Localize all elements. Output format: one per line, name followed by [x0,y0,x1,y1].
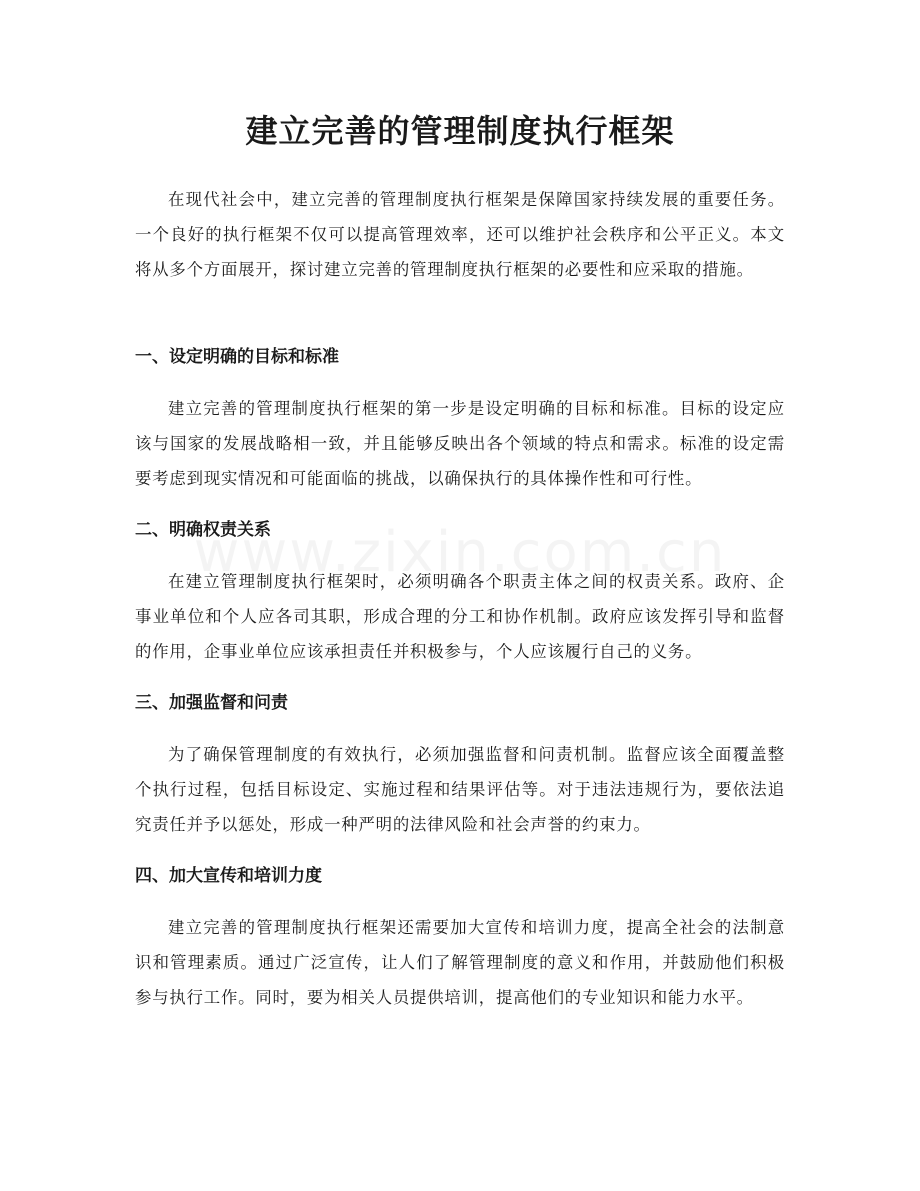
section-body-4: 建立完善的管理制度执行框架还需要加大宣传和培训力度，提高全社会的法制意识和管理素质。通过广泛宣传，让人们了解管理制度的意义和作用，并鼓励他们积极参与执行工作。同时，要为相关人员提供培训，提高他们的专业知识和能力水平。 [135,918,785,1007]
section-heading-1: 一、设定明确的目标和标准 [135,347,339,367]
section-heading-4: 四、加大宣传和培训力度 [135,866,322,886]
section-body-3: 为了确保管理制度的有效执行，必须加强监督和问责机制。监督应该全面覆盖整个执行过程，包括目标设定、实施过程和结果评估等。对于违法违规行为，要依法追究责任并予以惩处，形成一种严明的法律风险和社会声誉的约束力。 [135,745,785,834]
section-body-2: 在建立管理制度执行框架时，必须明确各个职责主体之间的权责关系。政府、企事业单位和个人应各司其职，形成合理的分工和协作机制。政府应该发挥引导和监督的作用，企事业单位应该承担责任并积极参与，个人应该履行自己的义务。 [135,572,785,661]
intro-paragraph: 在现代社会中，建立完善的管理制度执行框架是保障国家持续发展的重要任务。一个良好的执行框架不仅可以提高管理效率，还可以维护社会秩序和公平正义。本文将从多个方面展开，探讨建立完善的管理制度执行框架的必要性和应采取的措施。 [135,190,785,279]
page-title: 建立完善的管理制度执行框架 [245,112,675,150]
section-heading-3: 三、加强监督和问责 [135,693,288,713]
section-body-1: 建立完善的管理制度执行框架的第一步是设定明确的目标和标准。目标的设定应该与国家的发展战略相一致，并且能够反映出各个领域的特点和需求。标准的设定需要考虑到现实情况和可能面临的挑战，以确保执行的具体操作性和可行性。 [135,399,785,488]
section-heading-2: 二、明确权责关系 [135,520,271,540]
